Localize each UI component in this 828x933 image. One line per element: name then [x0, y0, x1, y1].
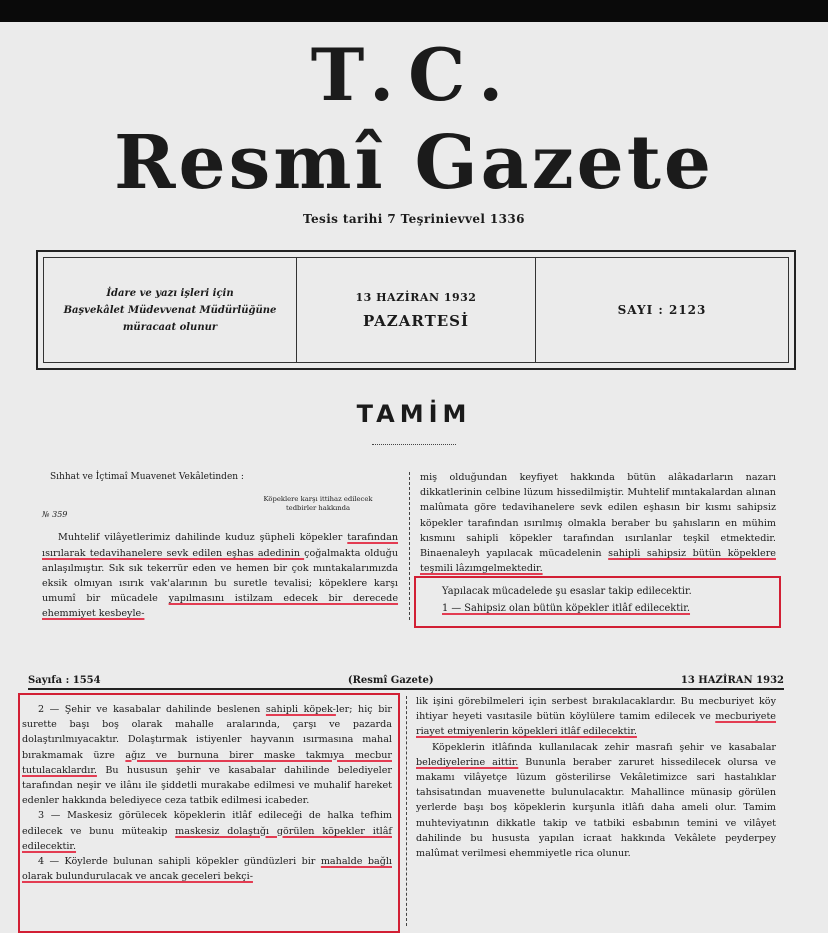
circular-column-2: [420, 470, 776, 576]
admin-note: [44, 258, 297, 362]
founding-date: Tesis tarihi 7 Teşrinievvel 1336: [303, 212, 525, 226]
ministry-line: Sıhhat ve İçtimaî Muavenet Vekâletinden :: [50, 472, 244, 482]
circular-title: TAMİM: [356, 400, 472, 428]
item-4: [22, 854, 392, 884]
subject-note: [238, 495, 398, 522]
p1-part-a: Muhtelif vilâyetlerimiz dahilinde kuduz şüpheli köpekler: [58, 532, 348, 544]
village-paragraph: [416, 694, 776, 740]
item-3-a: 3 — Maskesiz görülecek köpeklerin itlâf edileceği de halka tefhim edilecek ve bunu müteakip: [22, 810, 392, 837]
page2-column-1: [22, 702, 392, 884]
issue-info-box: [36, 250, 796, 370]
item-2-b: sahipli köpek-: [265, 704, 336, 715]
issue-date-block: [297, 258, 536, 362]
admin-line-2: Başvekâlet Müdevvenat Müdürlüğüne: [63, 304, 277, 316]
reference-number: № 359: [42, 510, 68, 520]
top-black-bar: [0, 0, 828, 22]
item-2-d: ağız ve burnuna birer maske takmıya mecbur tutulacaklardır.: [22, 749, 392, 776]
poison-c: Bununla beraber zaruret hissedilecek olursa ve makamı vilâyetçe lüzum gösterilirse Vekâletimizce sari hastalıklar tahsisatından muavenette bulunulacaktır. Mahallince münasip görülen yerlerde başı boş köpeklerin kurşunla itlâfı daha ameli olur. Tamim muhteviyatının dikkatle takip ve tatbiki esbabının temini ve vilâyet dahilinde bu hususta yapılan icraat hakkında Vekâlete peyderpey malûmat verilmesi ehemmiyetle rica olunur.: [416, 756, 776, 860]
village-a: lik işini görebilmeleri için serbest bırakılacaklardır. Bu mecburiyet köy ihtiyar heyeti vasıtasile bütün köylülere tamim edilecek ve: [416, 696, 776, 723]
item-3: [22, 808, 392, 854]
paragraph-1: [42, 530, 398, 621]
paragraph-2: [420, 470, 776, 576]
highlight-box-rules: [414, 576, 781, 628]
item-2-c: ler; hiç bir surette başı boş olarak mahalle aralarında, çarşı ve pazarda dolaştırılmıyacaktır. Dolaştırmak istiyenler hayvanın ısırmasına mahal bırakmamak üzre: [22, 704, 392, 761]
p2-part-a: miş olduğundan keyfiyet hakkında bütün alâkadarların nazarı dikkatlerinin celbine lüzum hissedilmiştir. Muhtelif mıntakalardan alınan malûmata göre tedavihanelere sevk edilen eşhasın bir kısmı sahipsiz köpekler tarafından ısırılmış olmakla beraber bu şahısların en mühim kısmını sahipli köpekler tarafından ısırılanlar teşkil etmektedir. Binaenaleyh yapılacak mücadelenin: [420, 472, 776, 560]
issue-day: PAZARTESİ: [362, 311, 470, 330]
poison-a: Köpeklerin itlâfında kullanılacak zehir masrafı şehir ve kasabalar: [432, 741, 776, 753]
rules-intro: Yapılacak mücadelede şu esaslar takip edilecektir.: [442, 586, 692, 597]
page-footer-header: [28, 675, 784, 690]
poison-paragraph: [416, 740, 776, 862]
item-4-a: 4 — Köylerde bulunan sahipli köpekler gündüzleri bir: [38, 856, 321, 868]
circular-column-1: [42, 470, 398, 622]
p1-part-c: çoğalmakta olduğu anlaşılmıştır. Sık sık tekerrür eden ve hemen bir çok mıntakalarımızda eksik olmıyan ısırık vak'alarının bu suretle tevalisi; köpeklere karşı umumî bir mücadele: [42, 547, 398, 605]
item-3-b: maskesiz dolaştığı görülen köpekler itlâf edilecektir.: [22, 825, 392, 852]
subject-line-2: tedbirler hakkında: [285, 504, 351, 513]
page2-column-divider: [406, 696, 407, 926]
masthead-title: Resmî Gazete: [114, 120, 714, 206]
page-label: Sayıfa : 1554: [28, 675, 101, 686]
p1-underlined-b: tarafından ısırılarak tedavihanelere sevk edilen eşhas adedinin: [42, 532, 398, 559]
page-date: 13 HAZİRAN 1932: [680, 675, 784, 686]
issue-date: 13 HAZİRAN 1932: [355, 290, 477, 304]
reference-line: [42, 495, 398, 522]
rule-1: 1 — Sahipsiz olan bütün köpekler itlâf edilecektir.: [442, 603, 691, 614]
p2-underlined-b: sahipli sahipsiz bütün köpeklere teşmili lâzımgelmektedir.: [420, 548, 776, 575]
item-2-e: Bu hususun şehir ve kasabalar dahilinde belediyeler tarafından neşir ve ilânı ile şiddetli murakabe edilmesi ve muhalif hareket edenler hakkında belediyece ceza tatbik edilmesi icabeder.: [22, 764, 392, 807]
masthead-tc: T.C.: [310, 32, 518, 117]
item-4-b: mahalde bağlı olarak bulundurulacak ve ancak geceleri bekçi-: [22, 856, 392, 883]
page2-column-2: [416, 694, 776, 861]
item-2-a: 2 — Şehir ve kasabalar dahilinde beslenen: [38, 704, 266, 715]
p1-underlined-d: yapılmasını istilzam edecek bir derecede ehemmiyet kesbeyle-: [42, 593, 399, 620]
admin-line-3: müracaat olunur: [122, 321, 218, 333]
admin-line-1: İdare ve yazı işleri için: [106, 287, 234, 299]
item-2: [22, 702, 392, 808]
column-divider: [409, 472, 410, 620]
paper-name: (Resmî Gazete): [347, 675, 434, 686]
poison-b: belediyelerine aittir.: [416, 756, 519, 768]
village-b: mecburiyete riayet etmiyenlerin köpekleri itlâf edilecektir.: [416, 711, 776, 738]
title-rule: [372, 444, 456, 445]
subject-line-1: Köpeklere karşı ittihaz edilecek: [263, 495, 373, 504]
issue-number: SAYI : 2123: [617, 303, 707, 317]
